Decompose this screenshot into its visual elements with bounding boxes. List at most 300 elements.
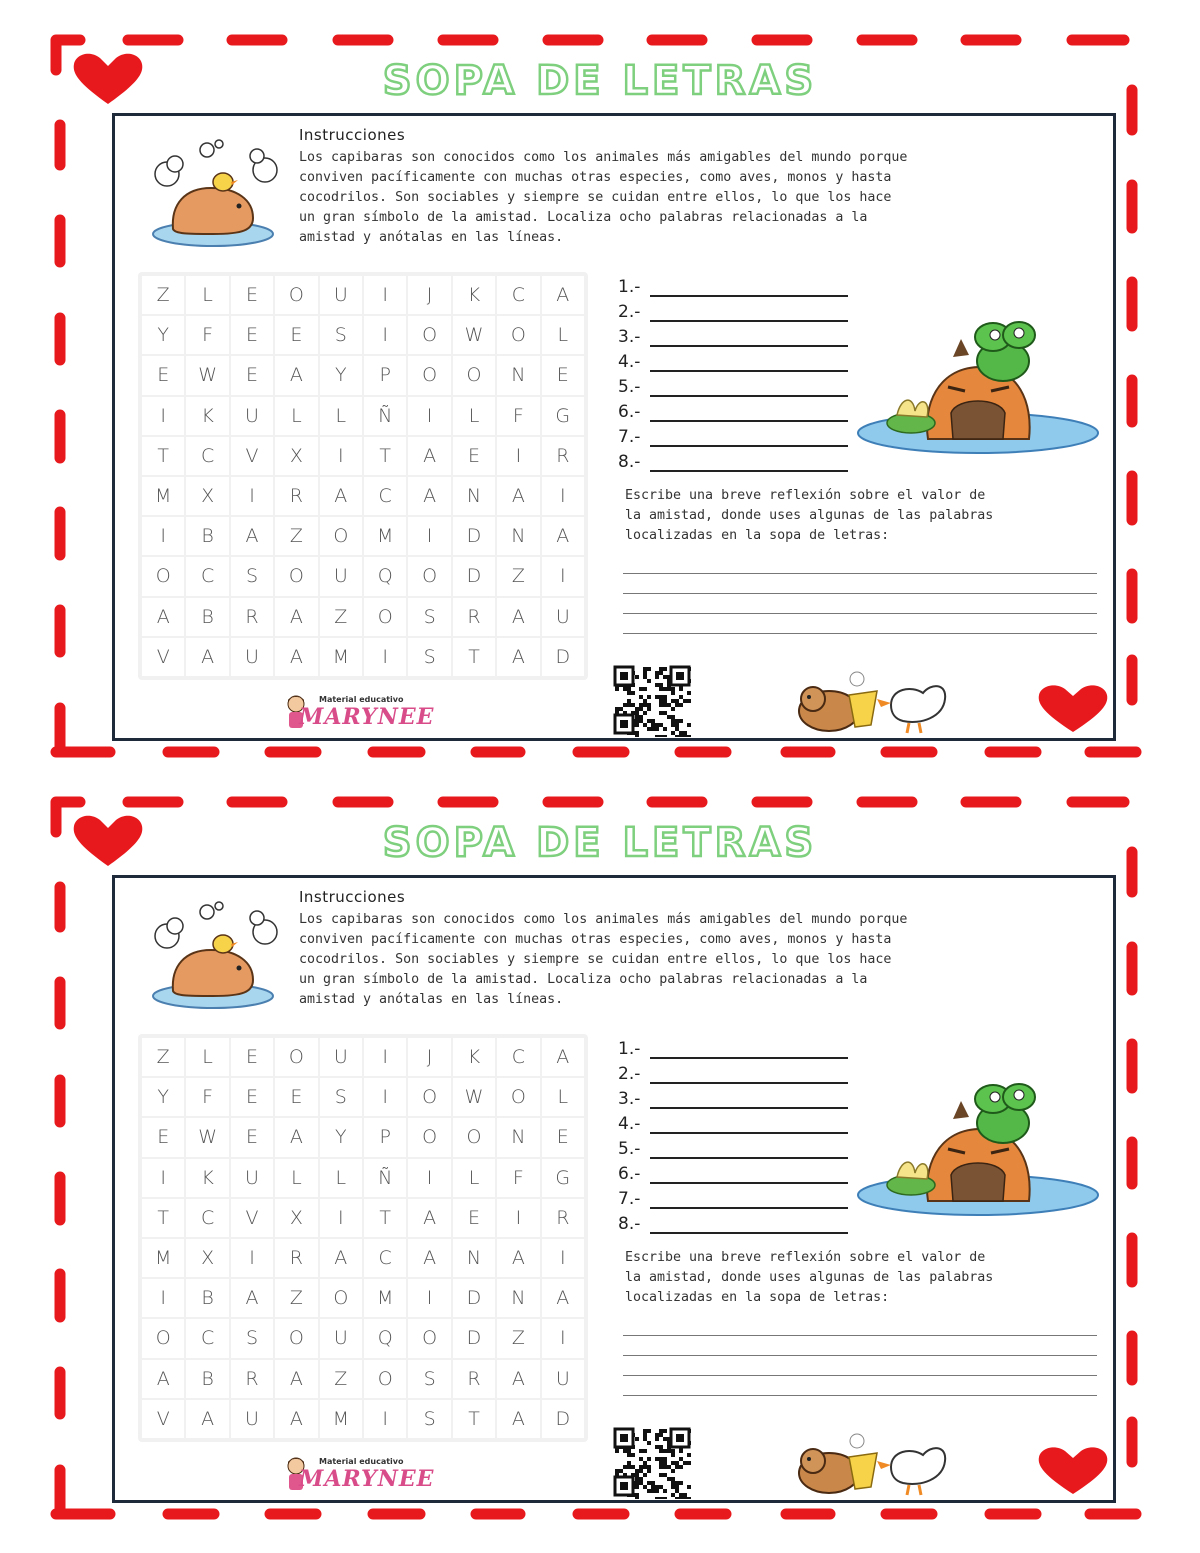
grid-cell[interactable]: I (408, 1279, 450, 1317)
grid-cell[interactable]: I (542, 1239, 584, 1277)
heart-icon (1035, 1444, 1111, 1496)
grid-cell[interactable]: Y (320, 356, 362, 394)
grid-cell[interactable]: C (186, 437, 228, 475)
answer-blank[interactable] (650, 1143, 848, 1159)
grid-cell[interactable]: V (231, 437, 273, 475)
answer-line[interactable] (618, 1034, 848, 1059)
grid-cell[interactable]: L (453, 397, 495, 435)
grid-cell[interactable]: L (542, 316, 584, 354)
grid-cell[interactable]: A (542, 1038, 584, 1076)
grid-cell[interactable]: Ñ (364, 397, 406, 435)
grid-cell[interactable]: A (186, 1400, 228, 1438)
grid-cell[interactable]: O (408, 1319, 450, 1357)
grid-cell[interactable]: Z (497, 1319, 539, 1357)
grid-cell[interactable]: N (497, 1118, 539, 1156)
capybara-bath-icon (145, 134, 285, 254)
writing-line[interactable] (623, 1356, 1097, 1376)
grid-cell[interactable]: V (142, 1400, 184, 1438)
grid-cell[interactable]: A (497, 477, 539, 515)
grid-cell[interactable]: E (275, 316, 317, 354)
worksheet-top (0, 0, 1200, 776)
grid-cell[interactable]: S (408, 1400, 450, 1438)
grid-cell[interactable]: N (453, 1239, 495, 1277)
grid-cell[interactable]: L (186, 276, 228, 314)
grid-cell[interactable]: E (142, 356, 184, 394)
grid-cell[interactable]: S (231, 557, 273, 595)
grid-cell[interactable]: G (542, 397, 584, 435)
answer-line[interactable] (618, 1184, 848, 1209)
reflection-line: Escribe una breve reflexión sobre el valor de (625, 488, 986, 503)
grid-cell[interactable]: L (542, 1078, 584, 1116)
writing-line[interactable] (623, 594, 1097, 614)
answer-line[interactable] (618, 347, 848, 372)
grid-cell[interactable]: P (364, 356, 406, 394)
grid-cell[interactable]: J (408, 1038, 450, 1076)
word-search-grid (138, 1034, 588, 1442)
reflection-line: la amistad, donde uses algunas de las palabras (625, 1270, 994, 1285)
grid-cell[interactable]: T (364, 437, 406, 475)
grid-cell[interactable]: A (275, 356, 317, 394)
grid-cell[interactable]: I (364, 276, 406, 314)
grid-cell[interactable]: G (542, 1159, 584, 1197)
writing-line[interactable] (623, 554, 1097, 574)
grid-cell[interactable]: N (497, 356, 539, 394)
grid-cell[interactable]: A (275, 638, 317, 676)
answer-number: 5.- (618, 1139, 641, 1159)
grid-cell[interactable]: C (497, 1038, 539, 1076)
grid-cell[interactable]: O (275, 1038, 317, 1076)
qr-code-icon[interactable] (613, 665, 691, 737)
grid-cell[interactable]: O (275, 276, 317, 314)
grid-cell[interactable]: U (542, 598, 584, 636)
grid-cell[interactable]: Z (142, 276, 184, 314)
grid-cell[interactable]: I (542, 477, 584, 515)
grid-cell[interactable]: O (275, 1319, 317, 1357)
grid-cell[interactable]: E (231, 356, 273, 394)
grid-cell[interactable]: E (231, 1118, 273, 1156)
answer-line[interactable] (618, 1134, 848, 1159)
grid-cell[interactable]: J (408, 276, 450, 314)
grid-cell[interactable]: A (408, 1199, 450, 1237)
brand-name: MARYNEE (299, 704, 435, 730)
grid-cell[interactable]: F (186, 316, 228, 354)
grid-cell[interactable]: I (320, 437, 362, 475)
grid-cell[interactable]: Z (142, 1038, 184, 1076)
grid-cell[interactable]: O (453, 1118, 495, 1156)
instructions-text (299, 148, 1089, 248)
instructions-line: Los capibaras son conocidos como los animales más amigables del mundo porque (299, 912, 908, 927)
grid-cell[interactable]: A (542, 517, 584, 555)
grid-cell[interactable]: Z (320, 598, 362, 636)
writing-line[interactable] (623, 574, 1097, 594)
capybara-duck-icon (791, 669, 951, 735)
grid-cell[interactable]: A (186, 638, 228, 676)
answer-number: 7.- (618, 1189, 641, 1209)
grid-cell[interactable]: F (497, 1159, 539, 1197)
grid-cell[interactable]: B (186, 517, 228, 555)
grid-cell[interactable]: M (364, 517, 406, 555)
grid-cell[interactable]: R (453, 1360, 495, 1398)
brand-small-label: Material educativo (319, 695, 404, 704)
grid-cell[interactable]: O (497, 1078, 539, 1116)
grid-cell[interactable]: B (186, 598, 228, 636)
grid-cell[interactable]: L (275, 397, 317, 435)
answer-line[interactable] (618, 297, 848, 322)
grid-cell[interactable]: D (453, 557, 495, 595)
grid-cell[interactable]: A (275, 598, 317, 636)
answer-line[interactable] (618, 447, 848, 472)
answer-line[interactable] (618, 1059, 848, 1084)
grid-cell[interactable]: L (320, 1159, 362, 1197)
grid-cell[interactable]: A (408, 477, 450, 515)
grid-cell[interactable]: O (364, 1360, 406, 1398)
grid-cell[interactable]: R (275, 477, 317, 515)
grid-cell[interactable]: S (320, 316, 362, 354)
answer-blank[interactable] (650, 281, 848, 297)
grid-cell[interactable]: U (231, 1159, 273, 1197)
answer-blank[interactable] (650, 456, 848, 472)
answer-number: 8.- (618, 1214, 641, 1234)
grid-cell[interactable]: N (497, 517, 539, 555)
grid-cell[interactable]: C (186, 557, 228, 595)
grid-cell[interactable]: C (186, 1199, 228, 1237)
grid-cell[interactable]: I (542, 557, 584, 595)
answer-line[interactable] (618, 322, 848, 347)
instructions-line: un gran símbolo de la amistad. Localiza ocho palabras relacionadas a la (299, 972, 868, 987)
grid-cell[interactable]: I (364, 316, 406, 354)
answer-number: 4.- (618, 352, 641, 372)
grid-cell[interactable]: P (364, 1118, 406, 1156)
grid-cell[interactable]: V (231, 1199, 273, 1237)
grid-cell[interactable]: Q (364, 1319, 406, 1357)
grid-cell[interactable]: A (497, 1239, 539, 1277)
grid-cell[interactable]: E (453, 437, 495, 475)
grid-cell[interactable]: U (320, 276, 362, 314)
answer-blank[interactable] (650, 406, 848, 422)
grid-cell[interactable]: S (231, 1319, 273, 1357)
grid-cell[interactable]: C (186, 1319, 228, 1357)
grid-cell[interactable]: E (142, 1118, 184, 1156)
qr-code-icon[interactable] (613, 1427, 691, 1499)
answer-list (618, 272, 848, 472)
grid-cell[interactable]: T (453, 638, 495, 676)
grid-cell[interactable]: O (320, 517, 362, 555)
grid-cell[interactable]: A (408, 437, 450, 475)
grid-cell[interactable]: U (542, 1360, 584, 1398)
grid-cell[interactable]: Z (320, 1360, 362, 1398)
grid-cell[interactable]: A (408, 1239, 450, 1277)
grid-cell[interactable]: W (186, 356, 228, 394)
grid-cell[interactable]: A (275, 1400, 317, 1438)
answer-blank[interactable] (650, 1168, 848, 1184)
answer-number: 5.- (618, 377, 641, 397)
grid-cell[interactable]: M (320, 638, 362, 676)
answer-line[interactable] (618, 1159, 848, 1184)
grid-cell[interactable]: I (364, 1400, 406, 1438)
grid-cell[interactable]: A (142, 1360, 184, 1398)
grid-cell[interactable]: A (320, 477, 362, 515)
instructions-line: cocodrilos. Son sociables y siempre se cuidan entre ellos, lo que los hace (299, 952, 892, 967)
instructions-line: amistad y anótalas en las líneas. (299, 992, 564, 1007)
grid-cell[interactable]: Y (320, 1118, 362, 1156)
grid-cell[interactable]: K (186, 397, 228, 435)
grid-cell[interactable]: Y (142, 1078, 184, 1116)
grid-cell[interactable]: S (408, 598, 450, 636)
grid-cell[interactable]: I (497, 437, 539, 475)
grid-cell[interactable]: L (186, 1038, 228, 1076)
answer-blank[interactable] (650, 1118, 848, 1134)
grid-cell[interactable]: A (275, 1118, 317, 1156)
grid-cell[interactable]: W (453, 1078, 495, 1116)
grid-cell[interactable]: O (320, 1279, 362, 1317)
grid-cell[interactable]: R (542, 1199, 584, 1237)
writing-area[interactable] (623, 1316, 1097, 1396)
grid-cell[interactable]: B (186, 1279, 228, 1317)
answer-line[interactable] (618, 1209, 848, 1234)
grid-cell[interactable]: E (231, 1038, 273, 1076)
grid-cell[interactable]: D (542, 1400, 584, 1438)
grid-cell[interactable]: T (142, 437, 184, 475)
grid-cell[interactable]: I (142, 517, 184, 555)
grid-cell[interactable]: D (453, 1319, 495, 1357)
grid-cell[interactable]: C (497, 276, 539, 314)
grid-cell[interactable]: S (408, 1360, 450, 1398)
grid-cell[interactable]: L (320, 397, 362, 435)
answer-number: 8.- (618, 452, 641, 472)
grid-cell[interactable]: X (186, 1239, 228, 1277)
grid-cell[interactable]: R (275, 1239, 317, 1277)
grid-cell[interactable]: N (497, 1279, 539, 1317)
reflection-line: localizadas en la sopa de letras: (625, 1290, 890, 1305)
instructions-line: un gran símbolo de la amistad. Localiza ocho palabras relacionadas a la (299, 210, 868, 225)
brand-small-label: Material educativo (319, 1457, 404, 1466)
reflection-line: localizadas en la sopa de letras: (625, 528, 890, 543)
grid-cell[interactable]: I (142, 1159, 184, 1197)
grid-cell[interactable]: R (231, 1360, 273, 1398)
grid-cell[interactable]: U (320, 1038, 362, 1076)
capybara-bath-icon (145, 896, 285, 1016)
grid-cell[interactable]: K (453, 276, 495, 314)
grid-cell[interactable]: U (231, 638, 273, 676)
grid-cell[interactable]: Ñ (364, 1159, 406, 1197)
grid-cell[interactable]: E (275, 1078, 317, 1116)
instructions-line: conviven pacíficamente con muchas otras especies, como aves, monos y hasta (299, 932, 892, 947)
answer-blank[interactable] (650, 381, 848, 397)
grid-cell[interactable]: A (142, 598, 184, 636)
grid-cell[interactable]: O (408, 557, 450, 595)
grid-cell[interactable]: M (320, 1400, 362, 1438)
grid-cell[interactable]: A (542, 1279, 584, 1317)
grid-cell[interactable]: I (231, 1239, 273, 1277)
grid-cell[interactable]: U (320, 557, 362, 595)
answer-blank[interactable] (650, 431, 848, 447)
grid-cell[interactable]: I (364, 1038, 406, 1076)
brand-logo (285, 1452, 445, 1494)
reflection-line: Escribe una breve reflexión sobre el valor de (625, 1250, 986, 1265)
answer-line[interactable] (618, 1084, 848, 1109)
grid-cell[interactable]: A (497, 598, 539, 636)
grid-cell[interactable]: I (408, 1159, 450, 1197)
grid-cell[interactable]: W (186, 1118, 228, 1156)
grid-cell[interactable]: F (497, 397, 539, 435)
grid-cell[interactable]: R (542, 437, 584, 475)
grid-cell[interactable]: W (453, 316, 495, 354)
grid-cell[interactable]: C (364, 1239, 406, 1277)
answer-line[interactable] (618, 272, 848, 297)
grid-cell[interactable]: F (186, 1078, 228, 1116)
answer-line[interactable] (618, 397, 848, 422)
instructions-line: Los capibaras son conocidos como los animales más amigables del mundo porque (299, 150, 908, 165)
grid-cell[interactable]: I (497, 1199, 539, 1237)
grid-cell[interactable]: V (142, 638, 184, 676)
grid-cell[interactable]: U (231, 397, 273, 435)
grid-cell[interactable]: K (186, 1159, 228, 1197)
grid-cell[interactable]: Z (275, 517, 317, 555)
answer-blank[interactable] (650, 356, 848, 372)
grid-cell[interactable]: D (542, 638, 584, 676)
answer-line[interactable] (618, 1109, 848, 1134)
grid-cell[interactable]: T (364, 1199, 406, 1237)
grid-cell[interactable]: O (142, 557, 184, 595)
grid-cell[interactable]: X (275, 437, 317, 475)
answer-blank[interactable] (650, 1218, 848, 1234)
answer-number: 1.- (618, 277, 641, 297)
grid-cell[interactable]: Q (364, 557, 406, 595)
grid-cell[interactable]: D (453, 517, 495, 555)
grid-cell[interactable]: I (408, 517, 450, 555)
writing-line[interactable] (623, 1376, 1097, 1396)
answer-number: 6.- (618, 1164, 641, 1184)
grid-cell[interactable]: I (542, 1319, 584, 1357)
grid-cell[interactable]: A (497, 1360, 539, 1398)
grid-cell[interactable]: I (231, 477, 273, 515)
grid-cell[interactable]: O (275, 557, 317, 595)
reflection-prompt (625, 486, 1100, 546)
grid-cell[interactable]: E (231, 316, 273, 354)
grid-cell[interactable]: A (275, 1360, 317, 1398)
answer-blank[interactable] (650, 1068, 848, 1084)
brand-name: MARYNEE (299, 1466, 435, 1492)
grid-cell[interactable]: E (453, 1199, 495, 1237)
answer-blank[interactable] (650, 306, 848, 322)
instructions-line: amistad y anótalas en las líneas. (299, 230, 564, 245)
grid-cell[interactable]: M (142, 1239, 184, 1277)
grid-cell[interactable]: E (231, 276, 273, 314)
answer-blank[interactable] (650, 331, 848, 347)
grid-cell[interactable]: C (364, 477, 406, 515)
answer-number: 6.- (618, 402, 641, 422)
reflection-prompt (625, 1248, 1100, 1308)
activity-card (112, 875, 1116, 1503)
grid-cell[interactable]: X (186, 477, 228, 515)
grid-cell[interactable]: I (142, 1279, 184, 1317)
writing-area[interactable] (623, 554, 1097, 634)
grid-cell[interactable]: O (364, 598, 406, 636)
grid-cell[interactable]: U (320, 1319, 362, 1357)
answer-list (618, 1034, 848, 1234)
grid-cell[interactable]: Z (497, 557, 539, 595)
grid-cell[interactable]: U (231, 1400, 273, 1438)
worksheet-title: SOPA DE LETRAS (382, 58, 818, 104)
grid-cell[interactable]: A (231, 1279, 273, 1317)
answer-blank[interactable] (650, 1193, 848, 1209)
writing-line[interactable] (623, 1336, 1097, 1356)
grid-cell[interactable]: O (453, 356, 495, 394)
grid-cell[interactable]: L (453, 1159, 495, 1197)
reflection-line: la amistad, donde uses algunas de las palabras (625, 508, 994, 523)
instructions-line: conviven pacíficamente con muchas otras especies, como aves, monos y hasta (299, 170, 892, 185)
grid-cell[interactable]: O (142, 1319, 184, 1357)
grid-cell[interactable]: S (408, 638, 450, 676)
capybara-duck-icon (791, 1431, 951, 1497)
grid-cell[interactable]: E (542, 356, 584, 394)
grid-cell[interactable]: A (497, 1400, 539, 1438)
worksheet-bottom (0, 762, 1200, 1538)
grid-cell[interactable]: O (408, 1118, 450, 1156)
grid-cell[interactable]: M (364, 1279, 406, 1317)
instructions-heading: Instrucciones (299, 126, 406, 144)
grid-cell[interactable]: Y (142, 316, 184, 354)
answer-number: 3.- (618, 327, 641, 347)
grid-cell[interactable]: I (408, 397, 450, 435)
writing-line[interactable] (623, 1316, 1097, 1336)
grid-cell[interactable]: R (231, 598, 273, 636)
grid-cell[interactable]: A (497, 638, 539, 676)
instructions-line: cocodrilos. Son sociables y siempre se cuidan entre ellos, lo que los hace (299, 190, 892, 205)
grid-cell[interactable]: O (408, 356, 450, 394)
word-search-grid (138, 272, 588, 680)
grid-cell[interactable]: T (453, 1400, 495, 1438)
grid-cell[interactable]: A (231, 517, 273, 555)
instructions-text (299, 910, 1089, 1010)
answer-line[interactable] (618, 422, 848, 447)
instructions-heading: Instrucciones (299, 888, 406, 906)
answer-line[interactable] (618, 372, 848, 397)
grid-cell[interactable]: O (497, 316, 539, 354)
answer-blank[interactable] (650, 1043, 848, 1059)
brand-logo (285, 690, 445, 732)
grid-cell[interactable]: R (453, 598, 495, 636)
grid-cell[interactable]: D (453, 1279, 495, 1317)
heart-icon (1035, 682, 1111, 734)
grid-cell[interactable]: O (408, 1078, 450, 1116)
grid-cell[interactable]: S (320, 1078, 362, 1116)
grid-cell[interactable]: O (408, 316, 450, 354)
grid-cell[interactable]: K (453, 1038, 495, 1076)
grid-cell[interactable]: E (542, 1118, 584, 1156)
grid-cell[interactable]: T (142, 1199, 184, 1237)
answer-number: 4.- (618, 1114, 641, 1134)
frog-on-capybara-icon (853, 1073, 1103, 1223)
grid-cell[interactable]: B (186, 1360, 228, 1398)
answer-number: 2.- (618, 302, 641, 322)
writing-line[interactable] (623, 614, 1097, 634)
grid-cell[interactable]: M (142, 477, 184, 515)
grid-cell[interactable]: I (364, 1078, 406, 1116)
grid-cell[interactable]: X (275, 1199, 317, 1237)
grid-cell[interactable]: A (542, 276, 584, 314)
grid-cell[interactable]: I (364, 638, 406, 676)
grid-cell[interactable]: I (320, 1199, 362, 1237)
grid-cell[interactable]: N (453, 477, 495, 515)
grid-cell[interactable]: E (231, 1078, 273, 1116)
activity-card (112, 113, 1116, 741)
grid-cell[interactable]: Z (275, 1279, 317, 1317)
grid-cell[interactable]: I (142, 397, 184, 435)
grid-cell[interactable]: L (275, 1159, 317, 1197)
grid-cell[interactable]: A (320, 1239, 362, 1277)
answer-blank[interactable] (650, 1093, 848, 1109)
